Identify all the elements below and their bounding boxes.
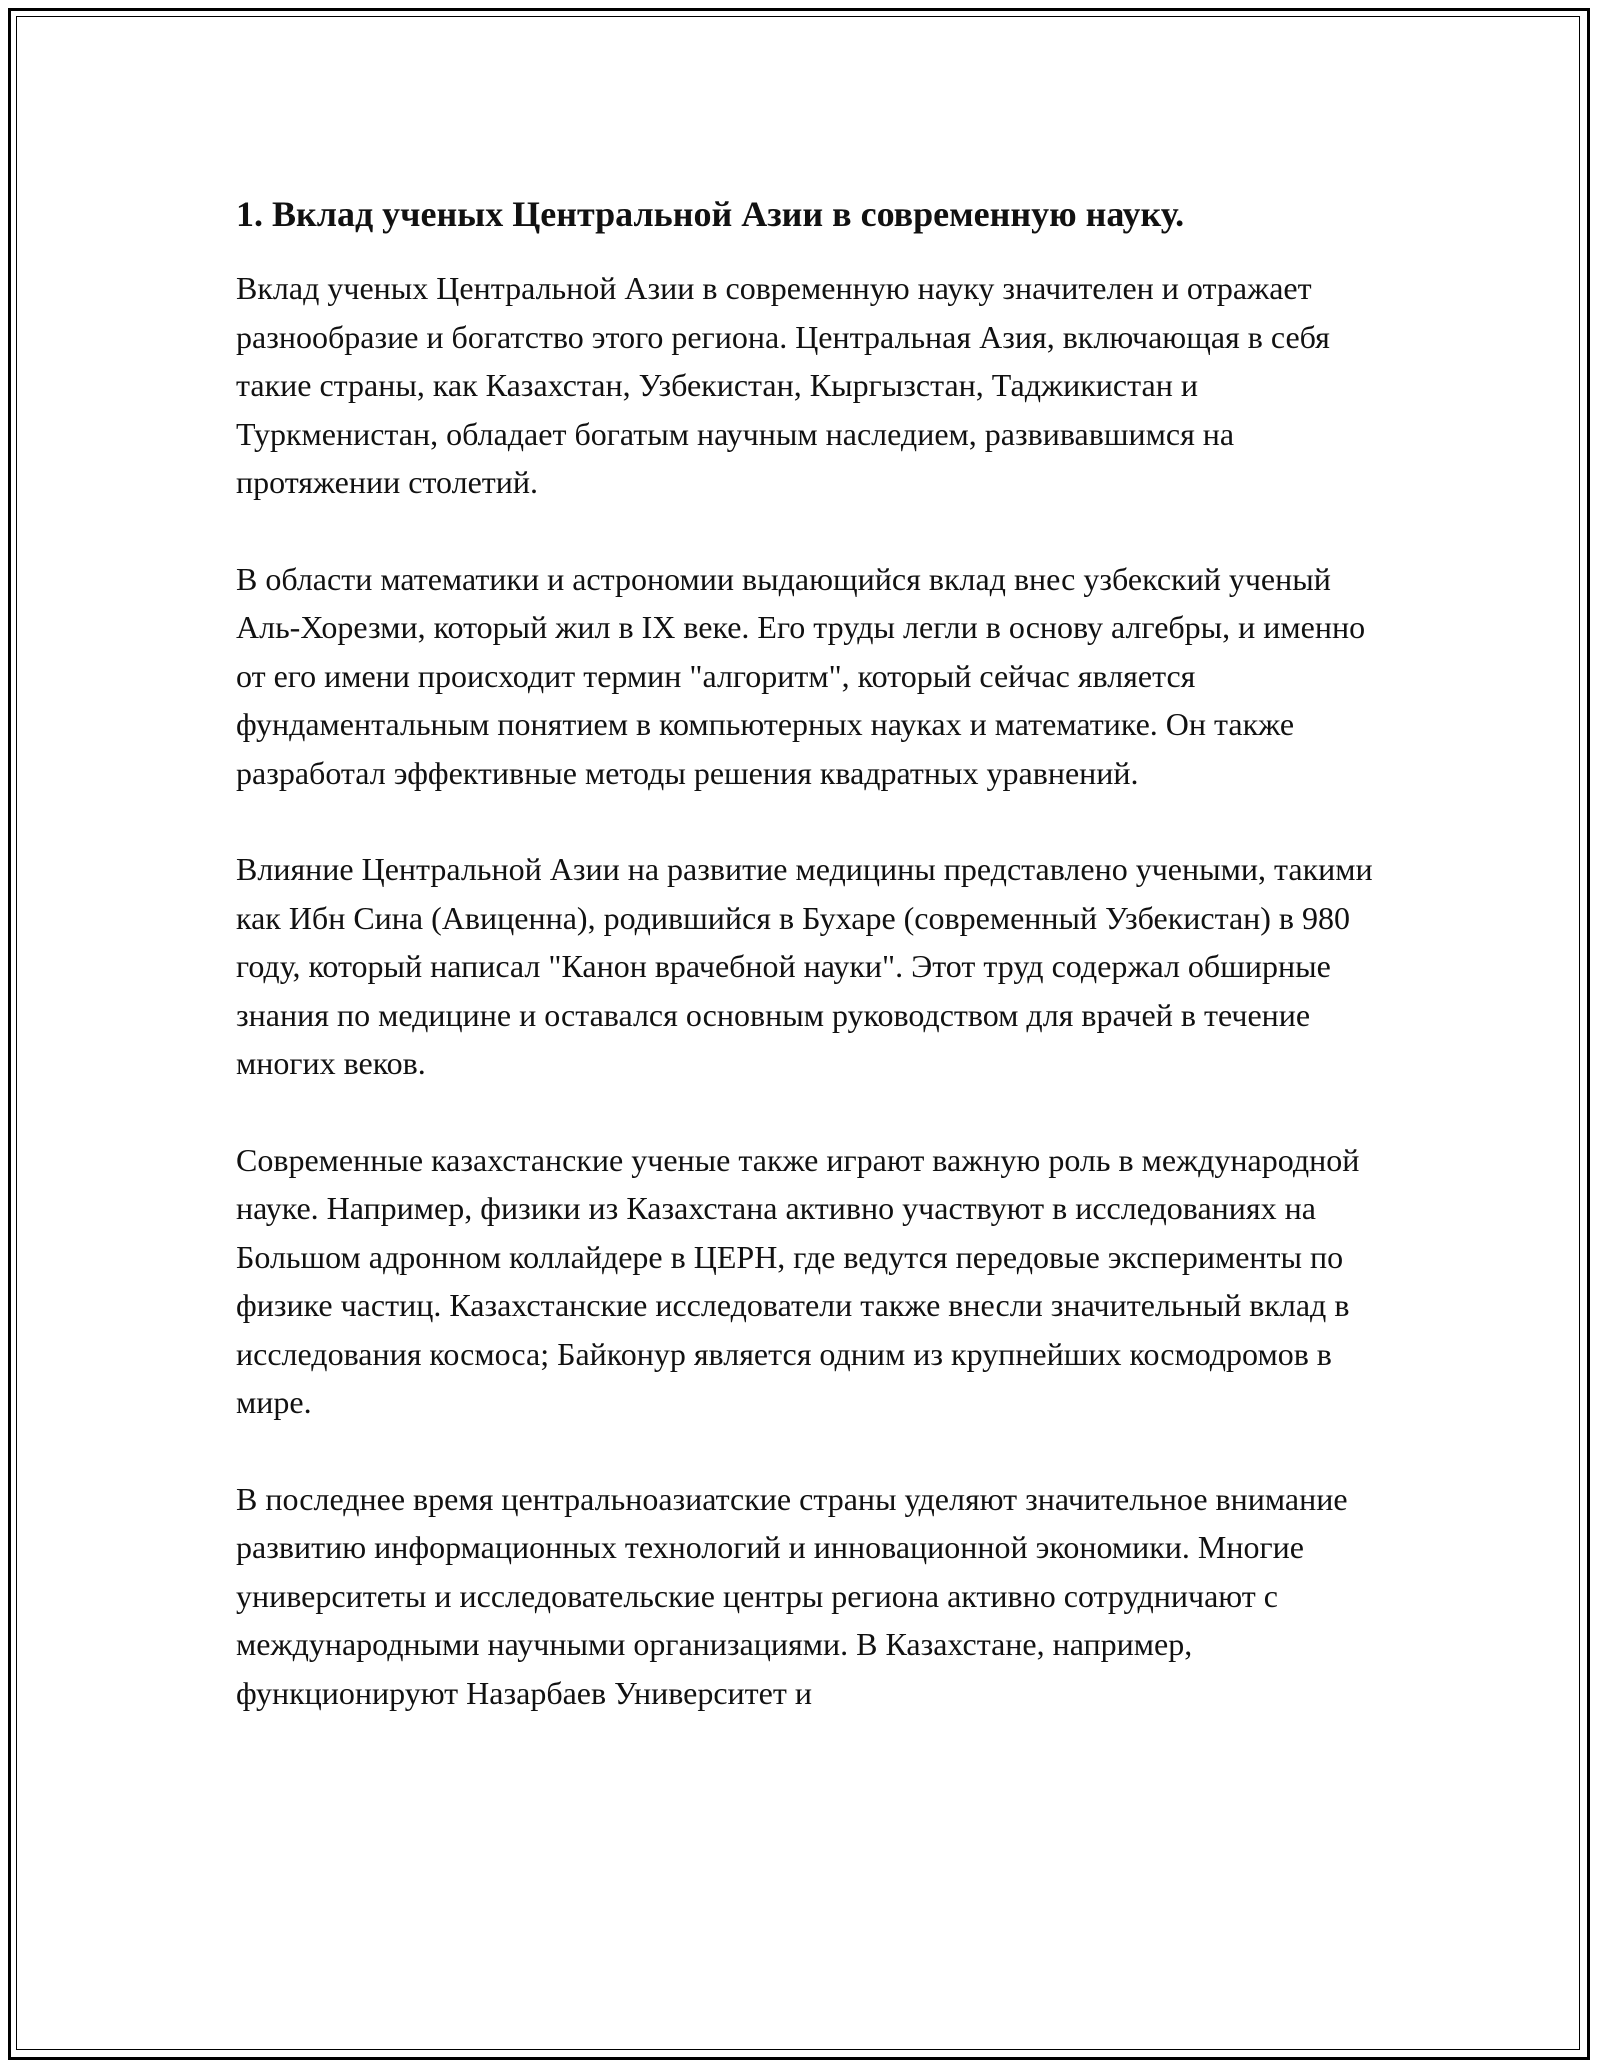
paragraph-it-innovation: В последнее время центральноазиатские страны уделяют значительное внимание развитию информационных технологий и инновационной экономики. Многие университеты и исследовательские центры региона активно сотрудничают с международными научными организациями. В Казахстане, например, функционируют Назарбаев Университет и (236, 1480, 1348, 1711)
document-body (236, 190, 1386, 1765)
section-heading: 1. Вклад ученых Центральной Азии в современную науку. (236, 194, 1185, 234)
paragraph-intro: Вклад ученых Центральной Азии в современную науку значителен и отражает разнообразие и богатство этого региона. Центральная Азия, включающая в себя такие страны, как Казахстан, Узбекистан, Кыргызстан, Таджикистан и Туркменистан, обладает богатым научным наследием, развивавшимся на протяжении столетий. (236, 270, 1330, 500)
paragraph-medicine: Влияние Центральной Азии на развитие медицины представлено учеными, такими как Ибн Сина (Авиценна), родившийся в Бухаре (современный Узбекистан) в 980 году, который написал "Канон врачебной науки". Этот труд содержал обширные знания по медицине и оставался основным руководством для врачей в течение многих веков. (236, 851, 1373, 1081)
paragraph-kazakh-scientists: Современные казахстанские ученые также играют важную роль в международной науке. Например, физики из Казахстана активно участвуют в исследованиях на Большом адронном коллайдере в ЦЕРН, где ведутся передовые эксперименты по физике частиц. Казахстанские исследователи также внесли значительный вклад в исследования космоса; Байконур является одним из крупнейших космодромов в мире. (236, 1141, 1360, 1420)
paragraph-al-khwarizmi: В области математики и астрономии выдающийся вклад внес узбекский ученый Аль-Хорезми, который жил в IX веке. Его труды легли в основу алгебры, и именно от его имени происходит термин "алгоритм", который сейчас является фундаментальным понятием в компьютерных науках и математике. Он также разработал эффективные методы решения квадратных уравнений. (236, 560, 1366, 791)
